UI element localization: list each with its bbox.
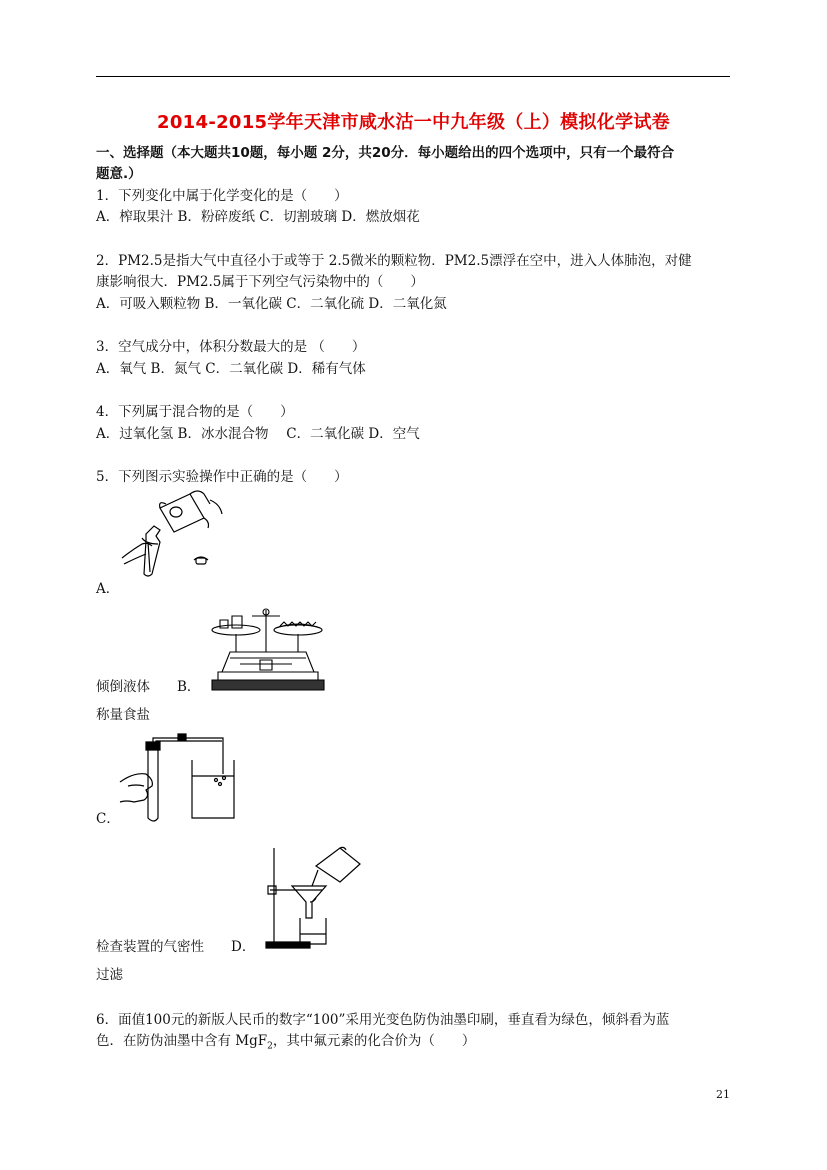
q5-caption-d: 过滤 <box>96 967 123 983</box>
q5-caption-c: 检查装置的气密性 D． <box>96 939 256 955</box>
pouring-liquid-figure <box>116 488 224 574</box>
q1-options: A．榨取果汁 B．粉碎废纸 C．切割玻璃 D．燃放烟花 <box>96 209 420 225</box>
page-number: 21 <box>716 1088 730 1101</box>
section-heading-cont: 题意.） <box>96 166 142 182</box>
q2-stem: 2．PM2.5是指大气中直径小于或等于 2.5微米的颗粒物．PM2.5漂浮在空中，进入人体肺泡，对健 <box>96 253 692 269</box>
q5-option-c-label: C． <box>96 811 120 827</box>
q2-options: A．可吸入颗粒物 B．一氧化碳 C．二氧化硫 D．二氧化氮 <box>96 296 447 312</box>
page-title: 2014-2015学年天津市咸水沽一中九年级（上）模拟化学试卷 <box>157 112 670 133</box>
filtration-figure <box>266 846 360 950</box>
q6-stem: 6．面值100元的新版人民币的数字“100”采用光变色防伪油墨印刷，垂直看为绿色，倾斜看为蓝 <box>96 1012 670 1028</box>
q3-options: A．氧气 B．氮气 C．二氧化碳 D．稀有气体 <box>96 361 366 377</box>
balance-scale-figure <box>206 606 330 692</box>
q5-stem: 5．下列图示实验操作中正确的是（ ） <box>96 469 348 485</box>
q5-option-a-label: A． <box>96 581 120 597</box>
q4-stem: 4．下列属于混合物的是（ ） <box>96 404 294 420</box>
q6-stem-cont <box>96 1032 475 1057</box>
q5-caption-b: 称量食盐 <box>96 707 150 723</box>
header-rule <box>96 76 730 77</box>
q5-caption-a: 倾倒液体 B． <box>96 679 201 695</box>
q1-stem: 1．下列变化中属于化学变化的是（ ） <box>96 188 348 204</box>
airtightness-check-figure <box>116 734 234 822</box>
q2-stem-cont: 康影响很大．PM2.5属于下列空气污染物中的（ ） <box>96 274 424 290</box>
q4-options: A．过氧化氢 B．冰水混合物 C．二氧化碳 D．空气 <box>96 426 420 442</box>
q6-stem-cont-pre: 色．在防伪油墨中含有 MgF <box>96 1033 268 1049</box>
q6-stem-cont-post: ，其中氟元素的化合价为（ ） <box>272 1033 476 1049</box>
q3-stem: 3．空气成分中，体积分数最大的是 （ ） <box>96 339 366 355</box>
section-heading: 一、选择题（本大题共10题，每小题 2分，共20分．每小题给出的四个选项中，只有一个最符合 <box>96 145 675 161</box>
q6-subscript: 2 <box>267 1041 273 1052</box>
